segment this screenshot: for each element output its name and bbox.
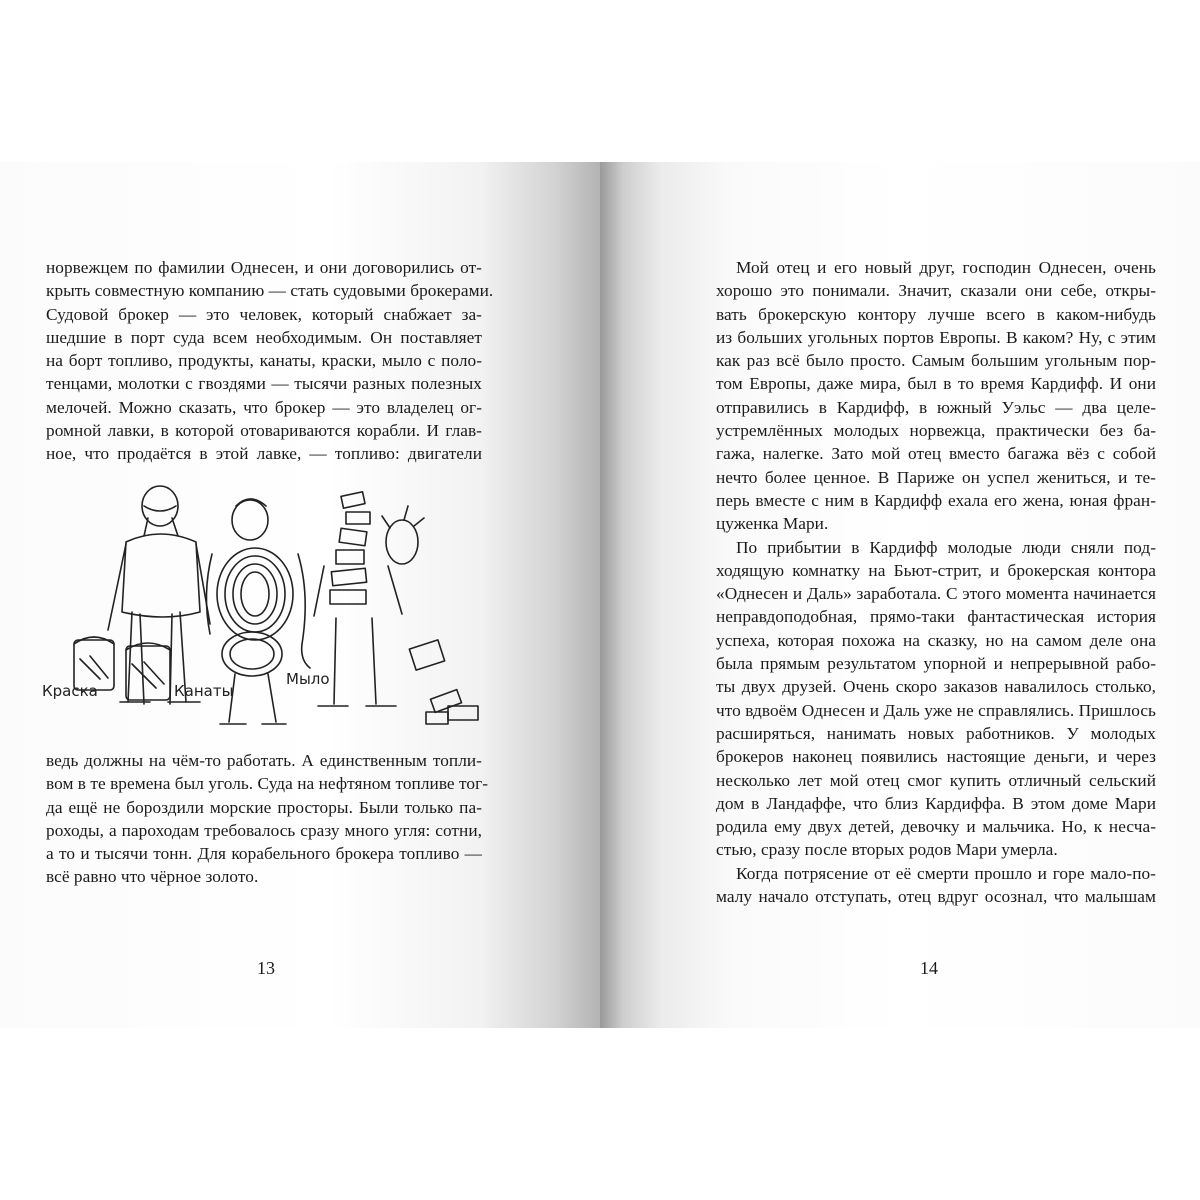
text-line: что вдвоём Однесен и Даль уже не справлялись. Пришлось xyxy=(716,700,1156,720)
text-line: расширяться, нанимать новых работников. У молодых xyxy=(716,723,1156,743)
left-page xyxy=(0,162,600,1028)
text-line: шедшие в порт суда всем необходимым. Он поставляет xyxy=(46,327,482,347)
right-page xyxy=(600,162,1200,1028)
text-line: «Однесен и Даль» заработала. С этого момента начинается xyxy=(716,584,1156,604)
text-line: всё равно что чёрное золото. xyxy=(46,867,259,887)
page-number: 13 xyxy=(257,958,275,978)
illustration-ship-supplies xyxy=(40,484,490,744)
text-line: том Европы, даже мира, был в то время Кардифф. И они xyxy=(716,374,1156,394)
text-line: ное, что продаётся в этой лавке, — топливо: двигатели xyxy=(46,444,482,464)
text-line: на борт топливо, продукты, канаты, краски, мыло с поло- xyxy=(46,351,482,371)
text-line: как раз всё было просто. Самым большим угольным пор- xyxy=(716,351,1156,371)
text-line: ведь должны на чём-то работать. А единственным топли- xyxy=(46,751,482,770)
text-line: Судовой брокер — это человек, который снабжает за- xyxy=(46,304,482,324)
text-line: успеха, которая похожа на сказку, но на самом деле она xyxy=(716,630,1156,650)
text-line: перь вместе с ним в Кардифф ехала его жена, юная фран- xyxy=(716,490,1156,510)
text-line: вом в те времена был уголь. Суда на нефтяном топливе тог- xyxy=(46,774,489,794)
left-paragraph-bottom xyxy=(46,749,489,889)
text-line: Когда потрясение от её смерти прошло и горе мало-по- xyxy=(736,863,1156,883)
text-line: хорошо это понимали. Значит, сказали они себе, откры- xyxy=(716,281,1156,301)
label-paint: Краска xyxy=(42,682,98,700)
text-line: была прямым результатом упорной и непрерывной рабо- xyxy=(716,654,1156,674)
label-ropes: Канаты xyxy=(174,682,234,700)
text-line: ходящую комнатку на Бьют-стрит, и брокерская контора xyxy=(716,560,1156,580)
soap-carrier-figure xyxy=(314,492,445,706)
text-line: стью, сразу после вторых родов Мари умерла. xyxy=(716,840,1058,860)
text-line: Мой отец и его новый друг, господин Однесен, очень xyxy=(736,258,1156,277)
text-line: отправились в Кардифф, в южный Уэльс — два целе- xyxy=(716,397,1156,417)
text-line: вать брокерскую контору лучше всего в каком-нибудь xyxy=(716,304,1156,324)
soap-pile xyxy=(426,690,478,724)
page-number: 14 xyxy=(920,958,938,978)
text-line: тенцами, молотки с гвоздями — тысячи разных полезных xyxy=(46,374,482,394)
text-line: норвежцем по фамилии Однесен, и они договорились от- xyxy=(46,258,482,277)
text-line: нечто более ценное. В Париже он успел жениться, и те- xyxy=(716,467,1156,487)
text-line: из больших угольных портов Европы. В каком? Ну, с этим xyxy=(716,327,1156,347)
text-line: неправдоподобная, прямо-таки фантастическая история xyxy=(716,607,1156,627)
text-line: а то и тысячи тонн. Для корабельного брокера топливо — xyxy=(46,844,482,864)
text-line: По прибытии в Кардифф молодые люди сняли под- xyxy=(736,537,1156,557)
text-line: роходы, а пароходам требовалось сразу много угля: сотни, xyxy=(46,820,482,840)
text-line: родила ему двух детей, девочку и мальчика. Но, к несча- xyxy=(716,817,1156,837)
text-line: да ещё не бороздили морские просторы. Были только па- xyxy=(46,797,482,817)
text-line: ты двух друзей. Очень скоро заказов навалилось столько, xyxy=(716,677,1156,697)
text-line: несколько лет мой отец смог купить отличный сельский xyxy=(716,770,1156,790)
paint-carrier-figure xyxy=(74,486,210,704)
text-line: гажа, налегке. Зато мой отец вместо багажа вёз с собой xyxy=(716,444,1156,464)
open-book xyxy=(0,162,1200,1028)
text-line: устремлённых молодых норвежца, практически без ба- xyxy=(716,421,1156,441)
left-paragraph-top xyxy=(46,256,494,466)
text-line: ромной лавки, в которой отовариваются корабли. И глав- xyxy=(46,421,482,441)
text-line: крыть совместную компанию — стать судовыми брокерами. xyxy=(46,281,494,301)
right-text xyxy=(716,256,1156,908)
text-line: мелочей. Можно сказать, что брокер — это владелец ог- xyxy=(46,397,482,417)
text-line: малу начало отступать, отец вдруг осознал, что малышам xyxy=(716,887,1156,907)
label-soap: Мыло xyxy=(286,670,330,688)
text-line: брокеров наконец появились настоящие деньги, и через xyxy=(716,747,1156,767)
text-line: цуженка Мари. xyxy=(716,514,829,534)
illustration-drawing xyxy=(40,484,490,744)
text-line: дом в Ландаффе, что близ Кардиффа. В этом доме Мари xyxy=(716,793,1156,813)
